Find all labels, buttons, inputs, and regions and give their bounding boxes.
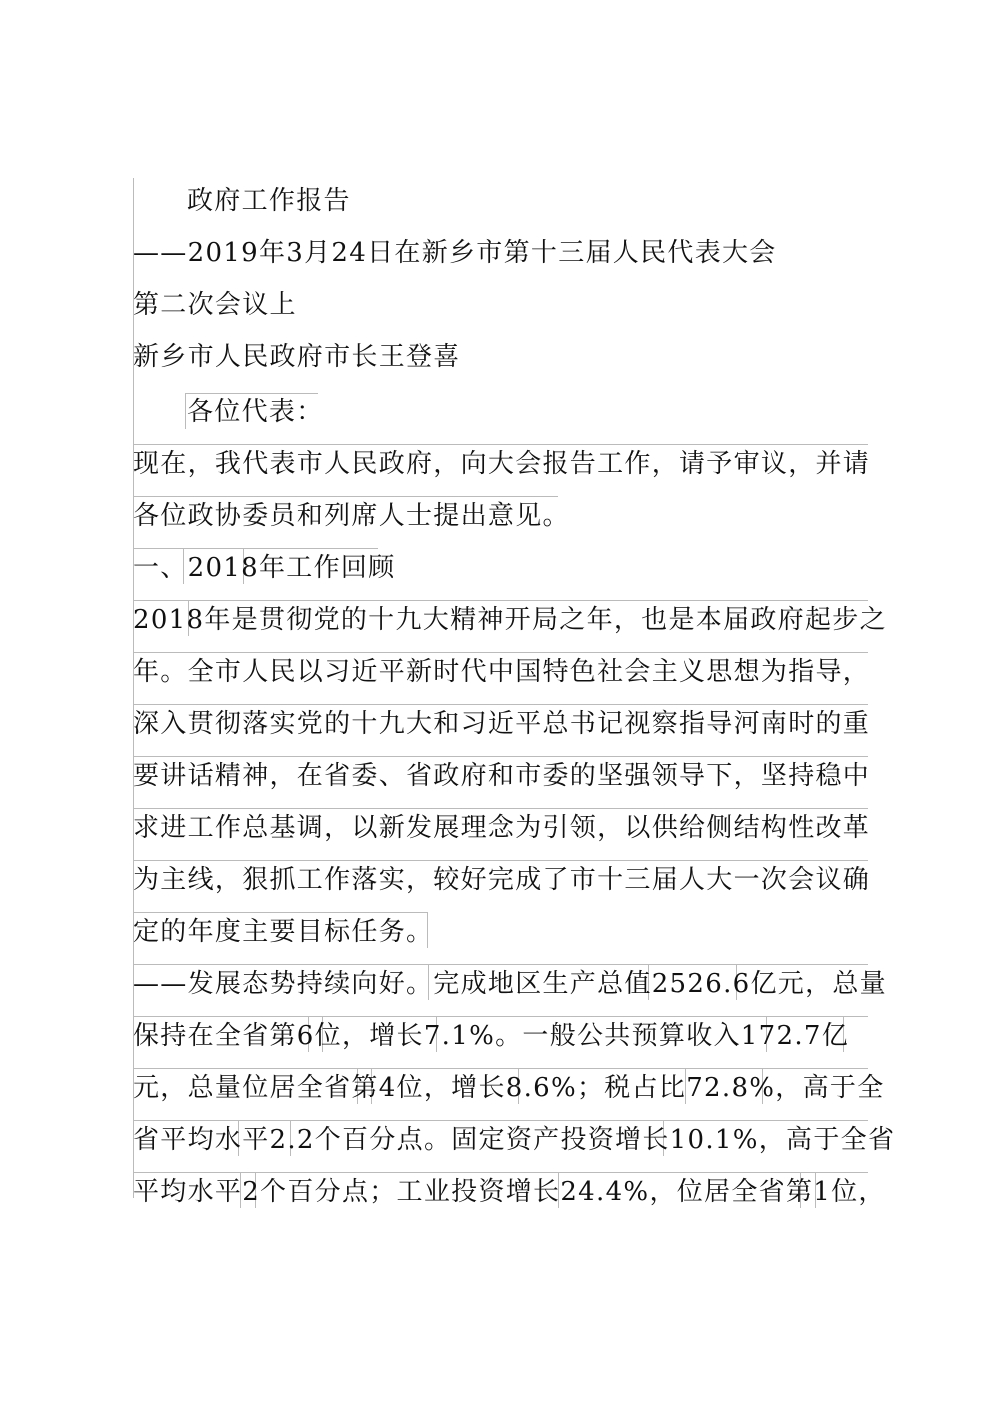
- subtitle-line: ——2019年3月24日在新乡市第十三届人民代表大会: [133, 238, 777, 268]
- paragraph-line: 要讲话精神，在省委、省政府和市委的坚强领导下，坚持稳中: [133, 761, 871, 791]
- section-heading: 一、2018年工作回顾: [133, 553, 396, 583]
- paragraph-line: 定的年度主要目标任务。: [133, 917, 434, 947]
- paragraph-line: 求进工作总基调，以新发展理念为引领，以供给侧结构性改革: [133, 813, 871, 843]
- paragraph-line: 为主线，狠抓工作落实，较好完成了市十三届人大一次会议确: [133, 865, 871, 895]
- salutation: 各位代表：: [187, 397, 324, 427]
- paragraph-line: 年。全市人民以习近平新时代中国特色社会主义思想为指导，: [133, 657, 871, 687]
- intro-line: 现在，我代表市人民政府，向大会报告工作，请予审议，并请: [133, 449, 871, 479]
- author-line: 新乡市人民政府市长王登喜: [133, 342, 461, 372]
- paragraph-line: ——发展态势持续向好。完成地区生产总值2526.6亿元，总量: [133, 969, 887, 999]
- paragraph-line: 2018年是贯彻党的十九大精神开局之年，也是本届政府起步之: [133, 605, 887, 635]
- intro-line: 各位政协委员和列席人士提出意见。: [133, 501, 570, 531]
- paragraph-line: 元，总量位居全省第4位，增长8.6%；税占比72.8%，高于全: [133, 1073, 885, 1103]
- paragraph-line: 平均水平2个百分点；工业投资增长24.4%，位居全省第1位，: [133, 1177, 886, 1207]
- paragraph-line: 深入贯彻落实党的十九大和习近平总书记视察指导河南时的重: [133, 709, 871, 739]
- paragraph-line: 省平均水平2.2个百分点。固定资产投资增长10.1%，高于全省: [133, 1125, 896, 1155]
- paragraph-line: 保持在全省第6位，增长7.1%。一般公共预算收入172.7亿: [133, 1021, 850, 1051]
- document-title: 政府工作报告: [187, 186, 351, 216]
- subtitle-line: 第二次会议上: [133, 290, 297, 320]
